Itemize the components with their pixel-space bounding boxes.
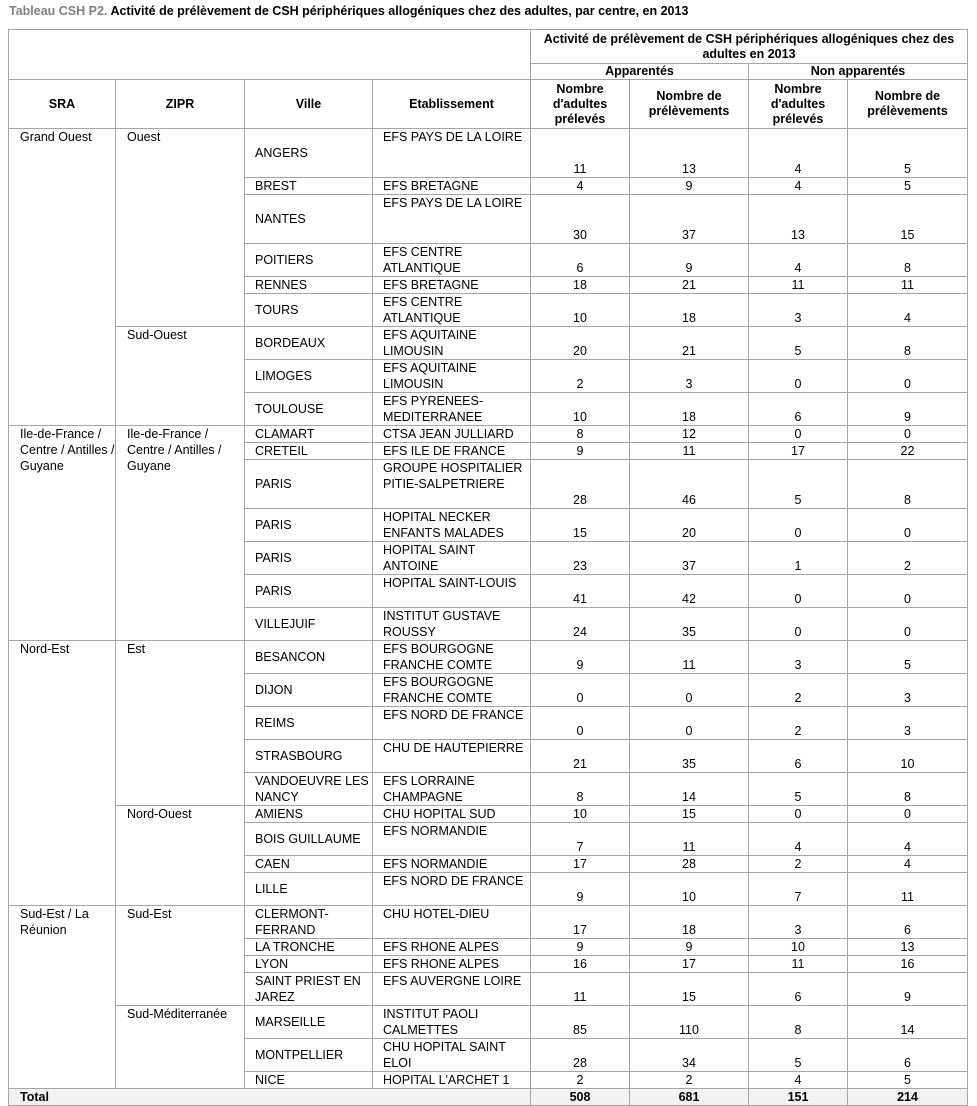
cell-zipr: Ouest	[116, 129, 245, 327]
cell-app-adultes: 28	[531, 460, 630, 509]
cell-app-prelevements: 15	[630, 806, 749, 823]
cell-app-prelevements: 21	[630, 327, 749, 360]
cell-nonapp-adultes: 17	[749, 443, 848, 460]
header-ville: Ville	[245, 80, 373, 129]
header-app-prelevements: Nombre de prélèvements	[630, 80, 749, 129]
cell-app-adultes: 8	[531, 426, 630, 443]
cell-app-adultes: 21	[531, 740, 630, 773]
cell-nonapp-adultes: 11	[749, 277, 848, 294]
cell-nonapp-adultes: 3	[749, 906, 848, 939]
cell-nonapp-adultes: 0	[749, 575, 848, 608]
cell-ville: LA TRONCHE	[245, 939, 373, 956]
cell-nonapp-adultes: 0	[749, 360, 848, 393]
cell-ville: SAINT PRIEST EN JAREZ	[245, 973, 373, 1006]
cell-app-prelevements: 11	[630, 443, 749, 460]
cell-app-adultes: 85	[531, 1006, 630, 1039]
table-number: Tableau CSH P2.	[9, 4, 108, 18]
cell-ville: PARIS	[245, 542, 373, 575]
cell-etablissement: EFS LORRAINE CHAMPAGNE	[373, 773, 531, 806]
cell-nonapp-adultes: 2	[749, 707, 848, 740]
cell-app-adultes: 2	[531, 1072, 630, 1089]
cell-ville: TOULOUSE	[245, 393, 373, 426]
table-row	[9, 641, 968, 674]
cell-etablissement: EFS BOURGOGNE FRANCHE COMTE	[373, 674, 531, 707]
cell-app-prelevements: 37	[630, 542, 749, 575]
cell-app-adultes: 16	[531, 956, 630, 973]
cell-etablissement: EFS BOURGOGNE FRANCHE COMTE	[373, 641, 531, 674]
cell-etablissement: EFS BRETAGNE	[373, 178, 531, 195]
cell-nonapp-prelevements: 13	[848, 939, 968, 956]
cell-app-adultes: 18	[531, 277, 630, 294]
cell-app-prelevements: 18	[630, 393, 749, 426]
cell-ville: RENNES	[245, 277, 373, 294]
cell-ville: CAEN	[245, 856, 373, 873]
cell-app-adultes: 20	[531, 327, 630, 360]
cell-etablissement: EFS NORMANDIE	[373, 823, 531, 856]
cell-ville: MONTPELLIER	[245, 1039, 373, 1072]
cell-app-adultes: 15	[531, 509, 630, 542]
cell-nonapp-adultes: 5	[749, 460, 848, 509]
cell-nonapp-prelevements: 8	[848, 327, 968, 360]
cell-app-prelevements: 18	[630, 906, 749, 939]
cell-ville: LILLE	[245, 873, 373, 906]
table-caption: Activité de prélèvement de CSH périphériques allogéniques chez des adultes, par centre, en 2013	[110, 4, 689, 18]
cell-nonapp-prelevements: 6	[848, 906, 968, 939]
cell-app-prelevements: 11	[630, 823, 749, 856]
cell-nonapp-prelevements: 10	[848, 740, 968, 773]
cell-app-prelevements: 110	[630, 1006, 749, 1039]
csh-table	[8, 29, 968, 1106]
cell-zipr: Sud-Méditerranée	[116, 1006, 245, 1089]
cell-zipr: Nord-Ouest	[116, 806, 245, 906]
cell-nonapp-adultes: 7	[749, 873, 848, 906]
cell-nonapp-prelevements: 5	[848, 1072, 968, 1089]
cell-ville: AMIENS	[245, 806, 373, 823]
cell-ville: PARIS	[245, 509, 373, 542]
cell-app-prelevements: 42	[630, 575, 749, 608]
cell-ville: PARIS	[245, 460, 373, 509]
cell-app-adultes: 10	[531, 806, 630, 823]
cell-nonapp-adultes: 5	[749, 1039, 848, 1072]
cell-etablissement: EFS NORD DE FRANCE	[373, 873, 531, 906]
cell-nonapp-prelevements: 22	[848, 443, 968, 460]
cell-app-adultes: 11	[531, 129, 630, 178]
cell-app-prelevements: 10	[630, 873, 749, 906]
cell-app-adultes: 2	[531, 360, 630, 393]
cell-nonapp-prelevements: 0	[848, 360, 968, 393]
table-row	[9, 129, 968, 178]
header-etablissement: Etablissement	[373, 80, 531, 129]
cell-etablissement: EFS NORD DE FRANCE	[373, 707, 531, 740]
cell-nonapp-adultes: 6	[749, 393, 848, 426]
cell-nonapp-adultes: 6	[749, 973, 848, 1006]
cell-etablissement: EFS CENTRE ATLANTIQUE	[373, 244, 531, 277]
cell-app-adultes: 0	[531, 707, 630, 740]
cell-nonapp-prelevements: 4	[848, 856, 968, 873]
cell-app-prelevements: 0	[630, 707, 749, 740]
cell-nonapp-adultes: 2	[749, 856, 848, 873]
cell-nonapp-prelevements: 9	[848, 973, 968, 1006]
cell-nonapp-prelevements: 4	[848, 294, 968, 327]
cell-app-prelevements: 14	[630, 773, 749, 806]
cell-nonapp-adultes: 13	[749, 195, 848, 244]
cell-etablissement: EFS RHONE ALPES	[373, 939, 531, 956]
cell-app-adultes: 8	[531, 773, 630, 806]
cell-nonapp-adultes: 4	[749, 244, 848, 277]
cell-app-prelevements: 21	[630, 277, 749, 294]
cell-nonapp-prelevements: 5	[848, 178, 968, 195]
cell-nonapp-prelevements: 16	[848, 956, 968, 973]
cell-etablissement: EFS AQUITAINE LIMOUSIN	[373, 327, 531, 360]
cell-etablissement: CHU HOPITAL SAINT ELOI	[373, 1039, 531, 1072]
cell-app-adultes: 9	[531, 641, 630, 674]
cell-nonapp-adultes: 8	[749, 1006, 848, 1039]
cell-etablissement: EFS CENTRE ATLANTIQUE	[373, 294, 531, 327]
cell-nonapp-prelevements: 8	[848, 460, 968, 509]
cell-nonapp-prelevements: 0	[848, 426, 968, 443]
header-row-columns	[9, 80, 968, 129]
cell-app-adultes: 9	[531, 939, 630, 956]
cell-ville: DIJON	[245, 674, 373, 707]
cell-app-prelevements: 9	[630, 244, 749, 277]
cell-app-prelevements: 13	[630, 129, 749, 178]
cell-etablissement: EFS PYRENEES-MEDITERRANEE	[373, 393, 531, 426]
header-non-apparentes: Non apparentés	[749, 64, 968, 80]
cell-etablissement: EFS PAYS DE LA LOIRE	[373, 195, 531, 244]
cell-nonapp-prelevements: 3	[848, 674, 968, 707]
cell-app-adultes: 10	[531, 393, 630, 426]
cell-ville: NICE	[245, 1072, 373, 1089]
cell-nonapp-prelevements: 14	[848, 1006, 968, 1039]
cell-ville: TOURS	[245, 294, 373, 327]
total-label: Total	[9, 1089, 531, 1106]
cell-app-prelevements: 17	[630, 956, 749, 973]
cell-app-prelevements: 35	[630, 608, 749, 641]
cell-etablissement: EFS NORMANDIE	[373, 856, 531, 873]
cell-nonapp-prelevements: 5	[848, 641, 968, 674]
cell-nonapp-adultes: 2	[749, 674, 848, 707]
cell-nonapp-prelevements: 3	[848, 707, 968, 740]
cell-nonapp-adultes: 4	[749, 823, 848, 856]
header-row-group	[9, 30, 968, 64]
cell-app-adultes: 23	[531, 542, 630, 575]
cell-app-prelevements: 9	[630, 178, 749, 195]
cell-app-adultes: 24	[531, 608, 630, 641]
cell-nonapp-prelevements: 9	[848, 393, 968, 426]
cell-ville: NANTES	[245, 195, 373, 244]
cell-app-prelevements: 9	[630, 939, 749, 956]
header-group: Activité de prélèvement de CSH périphériques allogéniques chez des adultes en 2013	[531, 30, 968, 64]
cell-nonapp-adultes: 3	[749, 294, 848, 327]
cell-nonapp-prelevements: 0	[848, 575, 968, 608]
cell-etablissement: EFS AUVERGNE LOIRE	[373, 973, 531, 1006]
cell-nonapp-prelevements: 11	[848, 277, 968, 294]
cell-app-adultes: 7	[531, 823, 630, 856]
cell-zipr: Sud-Est	[116, 906, 245, 1006]
cell-etablissement: CHU DE HAUTEPIERRE	[373, 740, 531, 773]
cell-app-adultes: 17	[531, 856, 630, 873]
cell-app-adultes: 28	[531, 1039, 630, 1072]
cell-app-adultes: 4	[531, 178, 630, 195]
cell-nonapp-adultes: 0	[749, 806, 848, 823]
cell-app-prelevements: 18	[630, 294, 749, 327]
cell-etablissement: EFS AQUITAINE LIMOUSIN	[373, 360, 531, 393]
cell-etablissement: CTSA JEAN JULLIARD	[373, 426, 531, 443]
cell-app-prelevements: 0	[630, 674, 749, 707]
cell-app-adultes: 10	[531, 294, 630, 327]
cell-nonapp-prelevements: 0	[848, 608, 968, 641]
cell-sra: Grand Ouest	[9, 129, 116, 426]
cell-nonapp-adultes: 4	[749, 178, 848, 195]
cell-nonapp-prelevements: 0	[848, 806, 968, 823]
cell-app-adultes: 9	[531, 443, 630, 460]
cell-app-adultes: 11	[531, 973, 630, 1006]
cell-sra: Sud-Est / La Réunion	[9, 906, 116, 1089]
cell-nonapp-adultes: 5	[749, 773, 848, 806]
cell-etablissement: EFS RHONE ALPES	[373, 956, 531, 973]
cell-app-adultes: 0	[531, 674, 630, 707]
cell-ville: LIMOGES	[245, 360, 373, 393]
cell-ville: VANDOEUVRE LES NANCY	[245, 773, 373, 806]
cell-app-adultes: 41	[531, 575, 630, 608]
cell-zipr: Sud-Ouest	[116, 327, 245, 426]
cell-nonapp-prelevements: 0	[848, 509, 968, 542]
cell-ville: BOIS GUILLAUME	[245, 823, 373, 856]
cell-app-prelevements: 35	[630, 740, 749, 773]
cell-nonapp-adultes: 0	[749, 608, 848, 641]
cell-sra: Ile-de-France / Centre / Antilles / Guyane	[9, 426, 116, 641]
cell-ville: ANGERS	[245, 129, 373, 178]
cell-ville: VILLEJUIF	[245, 608, 373, 641]
cell-ville: BORDEAUX	[245, 327, 373, 360]
table-row	[9, 1006, 968, 1039]
cell-ville: CRETEIL	[245, 443, 373, 460]
cell-etablissement: EFS BRETAGNE	[373, 277, 531, 294]
cell-zipr: Ile-de-France / Centre / Antilles / Guyane	[116, 426, 245, 641]
cell-app-prelevements: 37	[630, 195, 749, 244]
header-apparentes: Apparentés	[531, 64, 749, 80]
cell-nonapp-prelevements: 11	[848, 873, 968, 906]
header-blank	[9, 30, 531, 80]
table-row	[9, 426, 968, 443]
cell-ville: STRASBOURG	[245, 740, 373, 773]
cell-app-prelevements: 28	[630, 856, 749, 873]
cell-zipr: Est	[116, 641, 245, 806]
table-row	[9, 906, 968, 939]
cell-nonapp-adultes: 3	[749, 641, 848, 674]
cell-app-adultes: 17	[531, 906, 630, 939]
cell-etablissement: INSTITUT PAOLI CALMETTES	[373, 1006, 531, 1039]
header-nonapp-adultes: Nombre d'adultes prélevés	[749, 80, 848, 129]
cell-app-prelevements: 34	[630, 1039, 749, 1072]
cell-etablissement: CHU HOPITAL SUD	[373, 806, 531, 823]
cell-nonapp-adultes: 4	[749, 1072, 848, 1089]
cell-nonapp-prelevements: 2	[848, 542, 968, 575]
cell-nonapp-prelevements: 4	[848, 823, 968, 856]
cell-app-prelevements: 11	[630, 641, 749, 674]
cell-ville: PARIS	[245, 575, 373, 608]
cell-app-prelevements: 20	[630, 509, 749, 542]
cell-app-prelevements: 3	[630, 360, 749, 393]
cell-etablissement: HOPITAL SAINT-LOUIS	[373, 575, 531, 608]
cell-app-prelevements: 15	[630, 973, 749, 1006]
table-row	[9, 327, 968, 360]
cell-app-adultes: 6	[531, 244, 630, 277]
cell-etablissement: HOPITAL NECKER ENFANTS MALADES	[373, 509, 531, 542]
cell-ville: BREST	[245, 178, 373, 195]
cell-etablissement: CHU HOTEL-DIEU	[373, 906, 531, 939]
cell-nonapp-adultes: 1	[749, 542, 848, 575]
cell-nonapp-prelevements: 8	[848, 773, 968, 806]
cell-app-prelevements: 46	[630, 460, 749, 509]
cell-nonapp-adultes: 0	[749, 509, 848, 542]
cell-nonapp-adultes: 6	[749, 740, 848, 773]
cell-app-adultes: 9	[531, 873, 630, 906]
cell-nonapp-adultes: 5	[749, 327, 848, 360]
cell-nonapp-adultes: 0	[749, 426, 848, 443]
total-nonapp-adultes: 151	[749, 1089, 848, 1106]
cell-nonapp-adultes: 4	[749, 129, 848, 178]
cell-app-prelevements: 2	[630, 1072, 749, 1089]
cell-nonapp-prelevements: 8	[848, 244, 968, 277]
cell-sra: Nord-Est	[9, 641, 116, 906]
total-nonapp-prelevements: 214	[848, 1089, 968, 1106]
cell-ville: BESANCON	[245, 641, 373, 674]
cell-etablissement: HOPITAL SAINT ANTOINE	[373, 542, 531, 575]
header-sra: SRA	[9, 80, 116, 129]
header-nonapp-prelevements: Nombre de prélèvements	[848, 80, 968, 129]
cell-etablissement: INSTITUT GUSTAVE ROUSSY	[373, 608, 531, 641]
cell-etablissement: GROUPE HOSPITALIER PITIE-SALPETRIERE	[373, 460, 531, 509]
cell-app-adultes: 30	[531, 195, 630, 244]
table-row	[9, 806, 968, 823]
cell-ville: REIMS	[245, 707, 373, 740]
cell-etablissement: HOPITAL L'ARCHET 1	[373, 1072, 531, 1089]
cell-ville: POITIERS	[245, 244, 373, 277]
total-app-adultes: 508	[531, 1089, 630, 1106]
cell-nonapp-prelevements: 6	[848, 1039, 968, 1072]
cell-ville: CLERMONT-FERRAND	[245, 906, 373, 939]
cell-ville: CLAMART	[245, 426, 373, 443]
cell-nonapp-adultes: 11	[749, 956, 848, 973]
cell-nonapp-prelevements: 5	[848, 129, 968, 178]
cell-ville: MARSEILLE	[245, 1006, 373, 1039]
table-title	[9, 4, 688, 18]
cell-nonapp-adultes: 10	[749, 939, 848, 956]
cell-ville: LYON	[245, 956, 373, 973]
cell-etablissement: EFS PAYS DE LA LOIRE	[373, 129, 531, 178]
header-zipr: ZIPR	[116, 80, 245, 129]
cell-app-prelevements: 12	[630, 426, 749, 443]
cell-etablissement: EFS ILE DE FRANCE	[373, 443, 531, 460]
total-row	[9, 1089, 968, 1106]
cell-nonapp-prelevements: 15	[848, 195, 968, 244]
total-app-prelevements: 681	[630, 1089, 749, 1106]
header-app-adultes: Nombre d'adultes prélevés	[531, 80, 630, 129]
